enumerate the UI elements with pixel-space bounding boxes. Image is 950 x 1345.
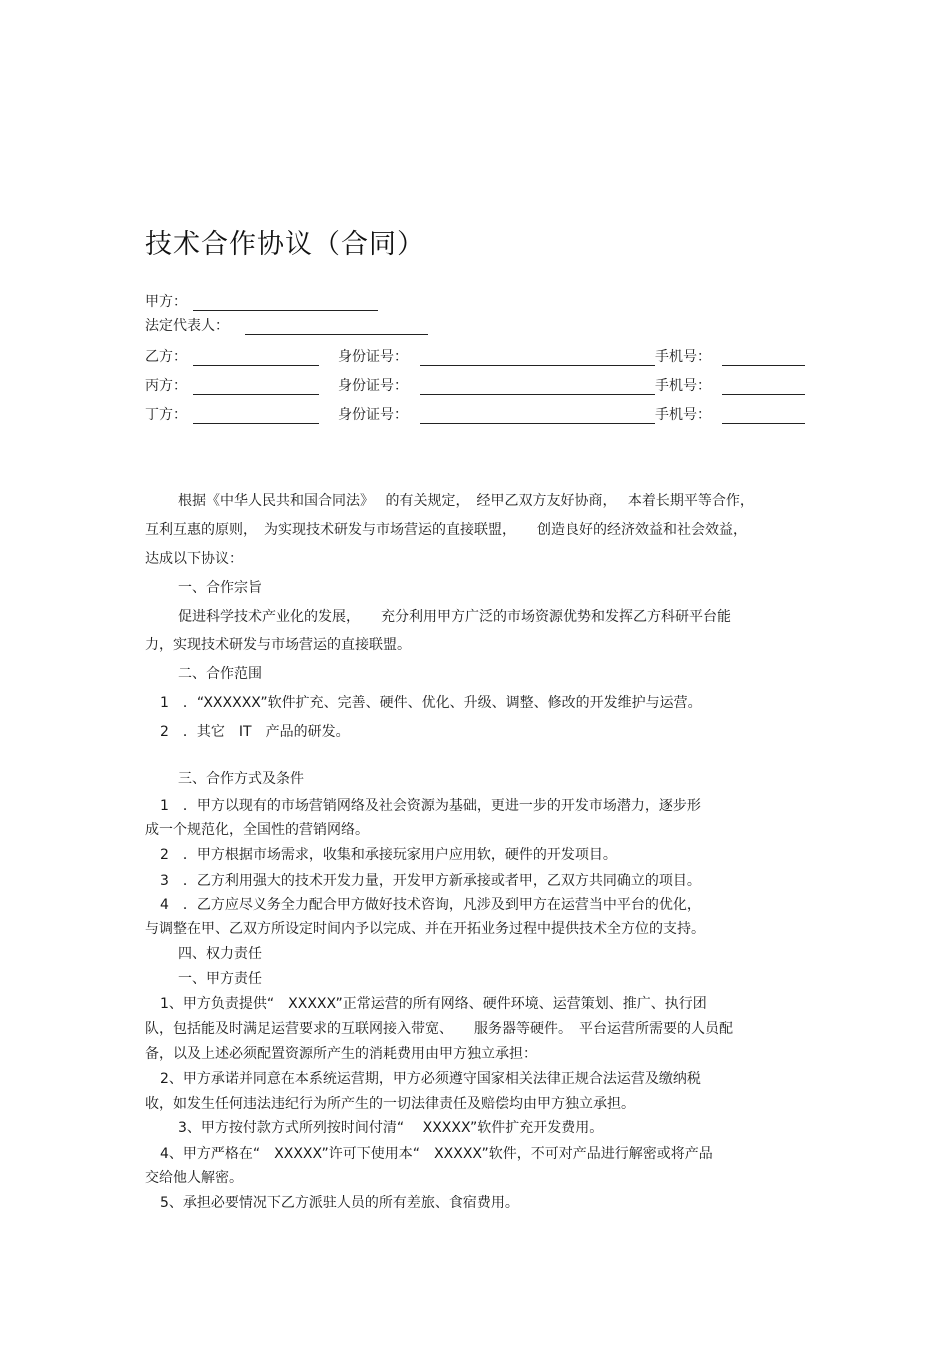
section-2-item-2: 2 ．其它 IT 产品的研发。 <box>160 724 350 740</box>
party-d-label: 丁方： <box>145 407 187 423</box>
section-4-line-2: 队，包括能及时满足运营要求的互联网接入带宽、 服务器等硬件。 平台运营所需要的人员配 <box>145 1021 733 1037</box>
section-4-line-1: 1、甲方负责提供“ XXXXX”正常运营的所有网络、硬件环境、运营策划、推广、执行团 <box>160 996 707 1012</box>
section-4-line-6: 3、甲方按付款方式所列按时间付清“ XXXXX”软件扩充开发费用。 <box>178 1120 604 1136</box>
party-d-id-blank[interactable] <box>420 423 655 424</box>
party-b-blank[interactable] <box>193 365 319 366</box>
section-3-line-6: 与调整在甲、乙双方所设定时间内予以完成、并在开拓业务过程中提供技术全方位的支持。 <box>145 921 705 937</box>
party-a-label: 甲方： <box>145 294 187 310</box>
party-b-id-label: 身份证号： <box>338 349 408 365</box>
intro-line-3: 达成以下协议： <box>145 551 243 567</box>
section-4-line-7: 4、甲方严格在“ XXXXX”许可下使用本“ XXXXX”软件，不可对产品进行解密或将产品 <box>160 1146 713 1162</box>
section-3-line-4: 3 ．乙方利用强大的技术开发力量，开发甲方新承接或者甲，乙双方共同确立的项目。 <box>160 873 701 889</box>
party-c-id-label: 身份证号： <box>338 378 408 394</box>
intro-line-1: 根据《中华人民共和国合同法》 的有关规定， 经甲乙双方友好协商， 本着长期平等合作， <box>178 493 754 509</box>
party-c-phone-label: 手机号： <box>655 378 711 394</box>
section-3-line-5: 4 ．乙方应尽义务全力配合甲方做好技术咨询，凡涉及到甲方在运营当中平台的优化， <box>160 897 701 913</box>
section-4-heading: 四、权力责任 <box>178 946 262 962</box>
party-b-phone-blank[interactable] <box>722 365 805 366</box>
section-1-line-1: 促进科学技术产业化的发展， 充分利用甲方广泛的市场资源优势和发挥乙方科研平台能 <box>178 609 731 625</box>
party-b-id-blank[interactable] <box>420 365 655 366</box>
section-2-heading: 二、合作范围 <box>178 666 262 682</box>
party-c-blank[interactable] <box>193 394 319 395</box>
section-4-line-5: 收，如发生任何违法违纪行为所产生的一切法律责任及赔偿均由甲方独立承担。 <box>145 1096 635 1112</box>
party-a-blank[interactable] <box>193 310 378 311</box>
party-b-label: 乙方： <box>145 349 187 365</box>
legal-rep-blank[interactable] <box>245 334 428 335</box>
legal-rep-label: 法定代表人： <box>145 318 229 334</box>
section-4-line-4: 2、甲方承诺并同意在本系统运营期，甲方必须遵守国家相关法律正规合法运营及缴纳税 <box>160 1071 701 1087</box>
intro-line-2: 互利互惠的原则， 为实现技术研发与市场营运的直接联盟， 创造良好的经济效益和社会效益， <box>145 522 747 538</box>
section-3-heading: 三、合作方式及条件 <box>178 771 304 787</box>
party-c-id-blank[interactable] <box>420 394 655 395</box>
party-d-blank[interactable] <box>193 423 319 424</box>
section-2-item-1: 1 ．“XXXXXX”软件扩充、完善、硬件、优化、升级、调整、修改的开发维护与运营。 <box>160 695 702 711</box>
section-3-line-3: 2 ．甲方根据市场需求，收集和承接玩家用户应用软，硬件的开发项目。 <box>160 847 617 863</box>
document-title: 技术合作协议（合同） <box>145 229 425 260</box>
party-b-phone-label: 手机号： <box>655 349 711 365</box>
section-1-heading: 一、合作宗旨 <box>178 580 262 596</box>
section-4-line-9: 5、承担必要情况下乙方派驻人员的所有差旅、食宿费用。 <box>160 1195 519 1211</box>
party-d-phone-blank[interactable] <box>722 423 805 424</box>
party-c-label: 丙方： <box>145 378 187 394</box>
section-1-line-2: 力，实现技术研发与市场营运的直接联盟。 <box>145 637 411 653</box>
party-d-id-label: 身份证号： <box>338 407 408 423</box>
section-4-subheading: 一、甲方责任 <box>178 971 262 987</box>
section-4-line-8: 交给他人解密。 <box>145 1170 243 1186</box>
party-c-phone-blank[interactable] <box>722 394 805 395</box>
section-4-line-3: 备，以及上述必须配置资源所产生的消耗费用由甲方独立承担： <box>145 1046 537 1062</box>
party-d-phone-label: 手机号： <box>655 407 711 423</box>
section-3-line-1: 1 ．甲方以现有的市场营销网络及社会资源为基础，更进一步的开发市场潜力，逐步形 <box>160 798 701 814</box>
section-3-line-2: 成一个规范化，全国性的营销网络。 <box>145 822 369 838</box>
